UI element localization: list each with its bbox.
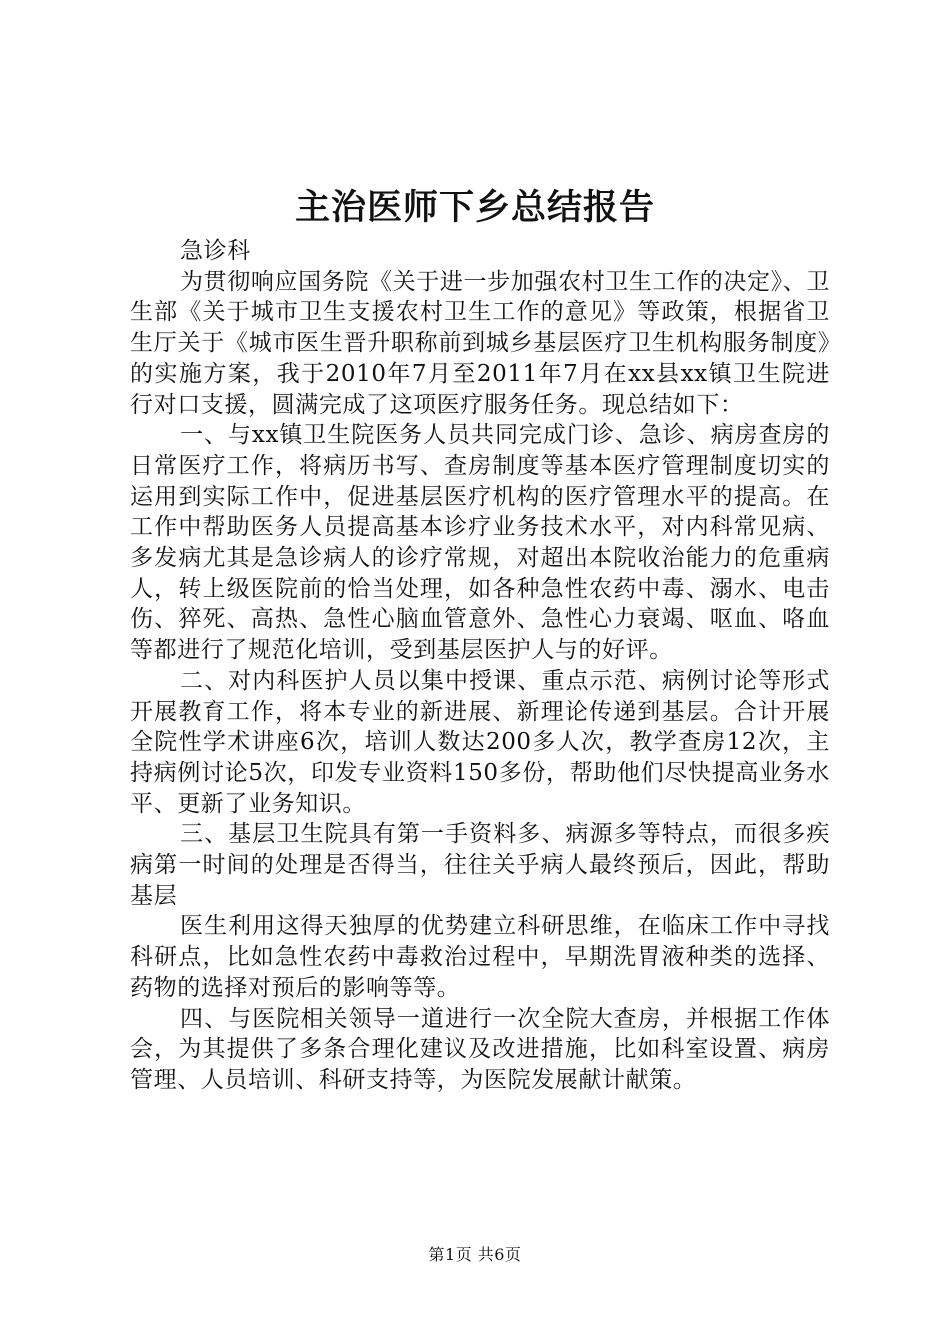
paragraph-section-3: 三、基层卫生院具有第一手资料多、病源多等特点，而很多疾病第一时间的处理是否得当，往往关乎病人最终预后，因此，帮助基层 — [130, 821, 830, 909]
paragraph-section-1: 一、与xx镇卫生院医务人员共同完成门诊、急诊、病房查房的日常医疗工作，将病历书写、查房制度等基本医疗管理制度切实的运用到实际工作中，促进基层医疗机构的医疗管理水平的提高。在工作中帮助医务人员提高基本诊疗业务技术水平，对内科常见病、多发病尤其是急诊病人的诊疗常规，对超出本院收治能力的危重病人，转上级医院前的恰当处理，如各种急性农药中毒、溺水、电击伤、猝死、高热、急性心脑血管意外、急性心力衰竭、呕血、咯血等都进行了规范化培训，受到基层医护人与的好评。 — [130, 422, 830, 664]
paragraph-section-2: 二、对内科医护人员以集中授课、重点示范、病例讨论等形式开展教育工作，将本专业的新进展、新理论传递到基层。合计开展全院性学术讲座6次，培训人数达200多人次，教学查房12次，主持病例讨论5次，印发专业资料150多份，帮助他们尽快提高业务水平、更新了业务知识。 — [130, 667, 830, 817]
page-footer: 第1页 共6页 — [428, 1245, 522, 1264]
department-label: 急诊科 — [180, 238, 251, 264]
paragraph-intro: 为贯彻响应国务院《关于进一步加强农村卫生工作的决定》、卫生部《关于城市卫生支援农村卫生工作的意见》等政策，根据省卫生厅关于《城市医生晋升职称前到城乡基层医疗卫生机构服务制度》的实施方案，我于2010年7月至2011年7月在xx县xx镇卫生院进行对口支援，圆满完成了这项医疗服务任务。现总结如下： — [130, 268, 830, 418]
paragraph-section-3-continued: 医生利用这得天独厚的优势建立科研思维，在临床工作中寻找科研点，比如急性农药中毒救治过程中，早期洗胃液种类的选择、药物的选择对预后的影响等等。 — [130, 913, 830, 1001]
document-body — [130, 236, 830, 1096]
document-title: 主治医师下乡总结报告 — [294, 187, 655, 228]
paragraph-section-4: 四、与医院相关领导一道进行一次全院大查房，并根据工作体会，为其提供了多条合理化建议及改进措施，比如科室设置、病房管理、人员培训、科研支持等，为医院发展献计献策。 — [130, 1005, 830, 1093]
